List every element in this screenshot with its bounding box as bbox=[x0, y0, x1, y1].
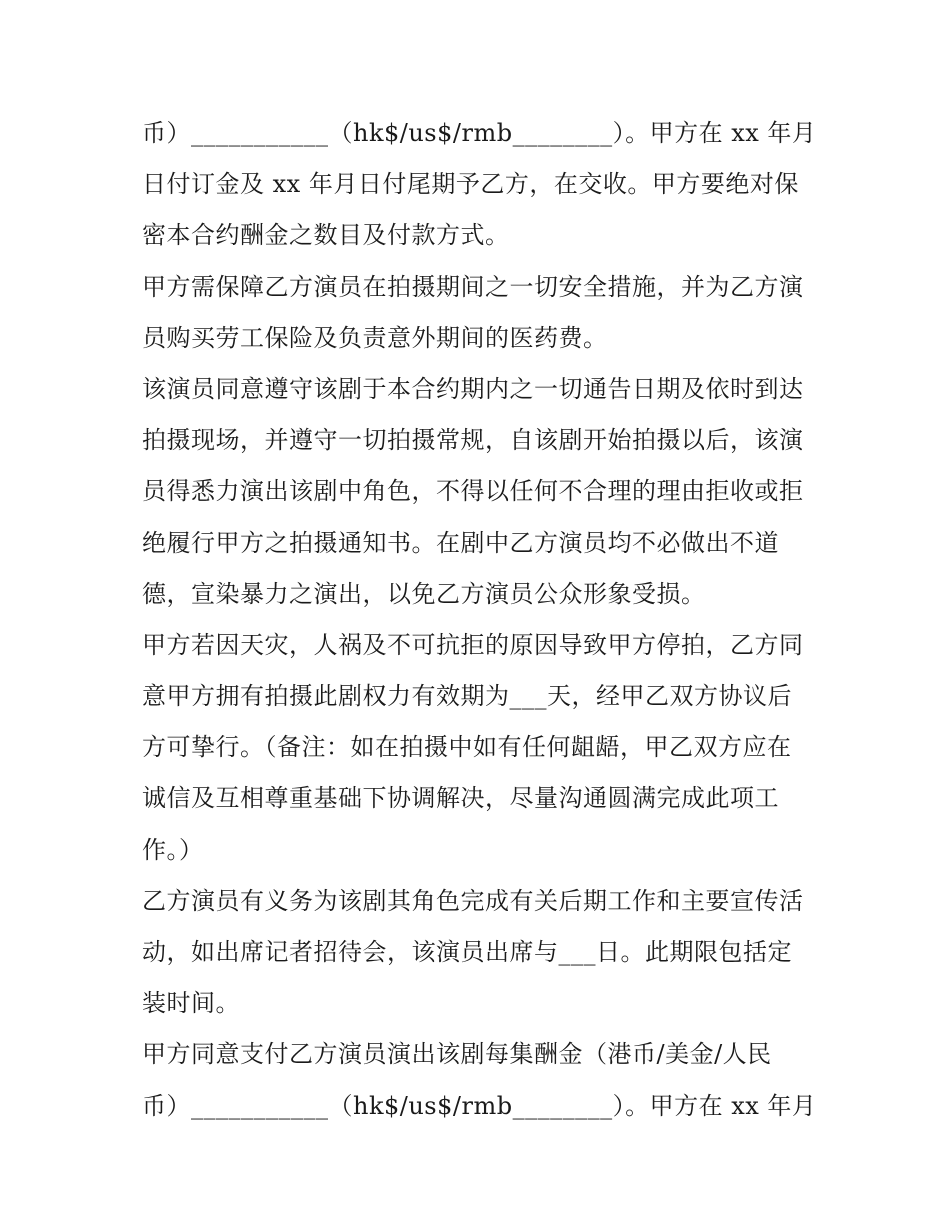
text-line: 密本合约酬金之数目及付款方式。 bbox=[142, 221, 510, 250]
text-line: 德，宣染暴力之演出，以免乙方演员公众形象受损。 bbox=[142, 579, 706, 608]
text-line: 意甲方拥有拍摄此剧权力有效期为___天，经甲乙双方协议后 bbox=[142, 682, 792, 711]
text-line: 诚信及互相尊重基础下协调解决，尽量沟通圆满完成此项工 bbox=[142, 784, 779, 813]
contract-text-body bbox=[142, 108, 822, 1132]
text-line: 动，如出席记者招待会，该演员出席与___日。此期限包括定 bbox=[142, 938, 792, 966]
text-line: 甲方同意支付乙方演员演出该剧每集酬金（港币/美金/人民 bbox=[142, 1040, 772, 1069]
text-line: 拍摄现场，并遵守一切拍摄常规，自该剧开始拍摄以后，该演 bbox=[142, 426, 804, 455]
text-line: 日付订金及 xx 年月日付尾期予乙方，在交收。甲方要绝对保 bbox=[142, 170, 799, 199]
text-line: 作。） bbox=[142, 835, 204, 864]
text-line: 该演员同意遵守该剧于本合约期内之一切通告日期及依时到达 bbox=[142, 374, 804, 403]
text-line: 乙方演员有义务为该剧其角色完成有关后期工作和主要宣传活 bbox=[142, 886, 804, 915]
text-line: 甲方若因天灾，人祸及不可抗拒的原因导致甲方停拍，乙方同 bbox=[142, 630, 804, 659]
text-line: 方可挚行。（备注：如在拍摄中如有任何龃龉，甲乙双方应在 bbox=[142, 733, 792, 762]
text-line: 币）___________（hk$/us$/rmb________）。甲方在 xx 年月 bbox=[142, 119, 817, 147]
text-line: 员购买劳工保险及负责意外期间的医药费。 bbox=[142, 323, 608, 352]
text-line: 甲方需保障乙方演员在拍摄期间之一切安全措施，并为乙方演 bbox=[142, 272, 804, 301]
text-line: 币）___________（hk$/us$/rmb________）。甲方在 xx 年月 bbox=[142, 1091, 817, 1120]
text-line: 员得悉力演出该剧中角色，不得以任何不合理的理由拒收或拒 bbox=[142, 477, 804, 506]
text-line: 装时间。 bbox=[142, 989, 240, 1018]
text-line: 绝履行甲方之拍摄通知书。在剧中乙方演员均不必做出不道 bbox=[142, 528, 779, 557]
